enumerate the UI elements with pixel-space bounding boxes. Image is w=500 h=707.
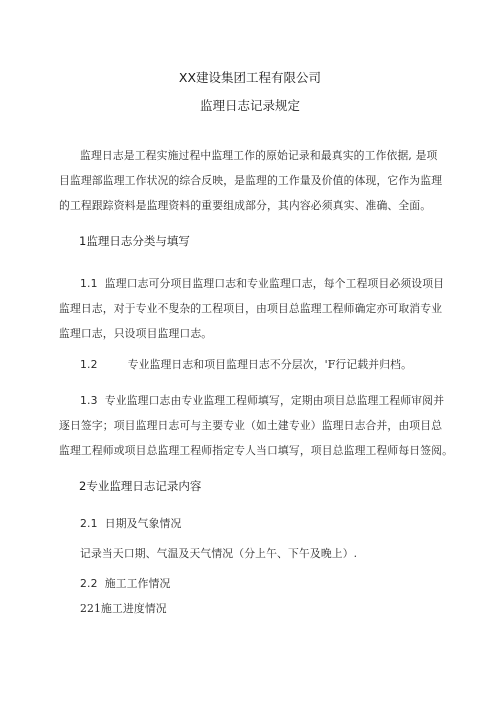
para-2-2: [80, 576, 170, 591]
para-1-3-text: 专业监理口志由专业监理工程师填写，定期由项目总监理工程师审阅并: [104, 394, 445, 407]
para-1-3-number: 1.3: [80, 394, 98, 407]
intro-line-3: 的工程跟踪资料是监理资料的重要组成部分，其内容必须真实、准确、全面。: [59, 199, 432, 212]
para-1-2-text: 专业监理日志和项目监理日志不分层次，'F行记载并归档。: [127, 358, 413, 371]
para-1-3-line-2: 逐日签字；项目监理日志可与主要专业（如土建专业）监理日志合并，由项目总: [59, 419, 443, 432]
para-1-3-line-3: 监理工程师或项目总监理工程师指定专人当口填写，项目总监理工程师每日签阅。: [59, 444, 454, 457]
para-2-1-label: 日期及气象情况: [104, 517, 182, 530]
company-title: XX建设集团工程有限公司: [178, 70, 322, 85]
para-1-3-line-1: [80, 393, 444, 408]
para-1-1-number: 1.1: [80, 277, 98, 290]
para-1-1-line-3: 监理口志，只设项目监理口志。: [59, 327, 213, 340]
para-2-2-number: 2.2: [80, 577, 98, 590]
para-1-2-number: 1.2: [80, 358, 98, 371]
para-1-1-line-2: 监理日志，对于专业不叟杂的工程项目，由项目总监理工程师确定亦可取消专业: [59, 302, 443, 315]
intro-line-1: 监理日志是工程实施过程中监理工作的原始记录和最真实的工作依据, 是项: [80, 149, 438, 162]
intro-line-2: 目监理部监理工作状况的综合反映，是监理的工作量及价值的体现，它作为监理: [59, 174, 443, 187]
document-title: 监理日志记录规定: [199, 98, 300, 113]
para-2-1-text: 记录当天口期、气温及天气情况（分上午、下午及晚上）.: [80, 547, 358, 560]
para-2-1-number: 2.1: [80, 517, 98, 530]
para-1-1-line-1: [80, 276, 444, 291]
para-2-2-label: 施工工作情况: [104, 577, 171, 590]
section-2-heading: 2专业监理日志记录内容: [79, 479, 202, 493]
para-2-2-1: 221施工进度情况: [80, 602, 167, 615]
para-1-2: [80, 357, 412, 372]
para-2-1: [80, 516, 181, 531]
section-1-heading: 1监理日志分类与填写: [79, 234, 190, 248]
para-1-1-text: 监理口志可分项目监理口志和专业监理口志，每个工程项目必须设项目: [104, 277, 445, 290]
